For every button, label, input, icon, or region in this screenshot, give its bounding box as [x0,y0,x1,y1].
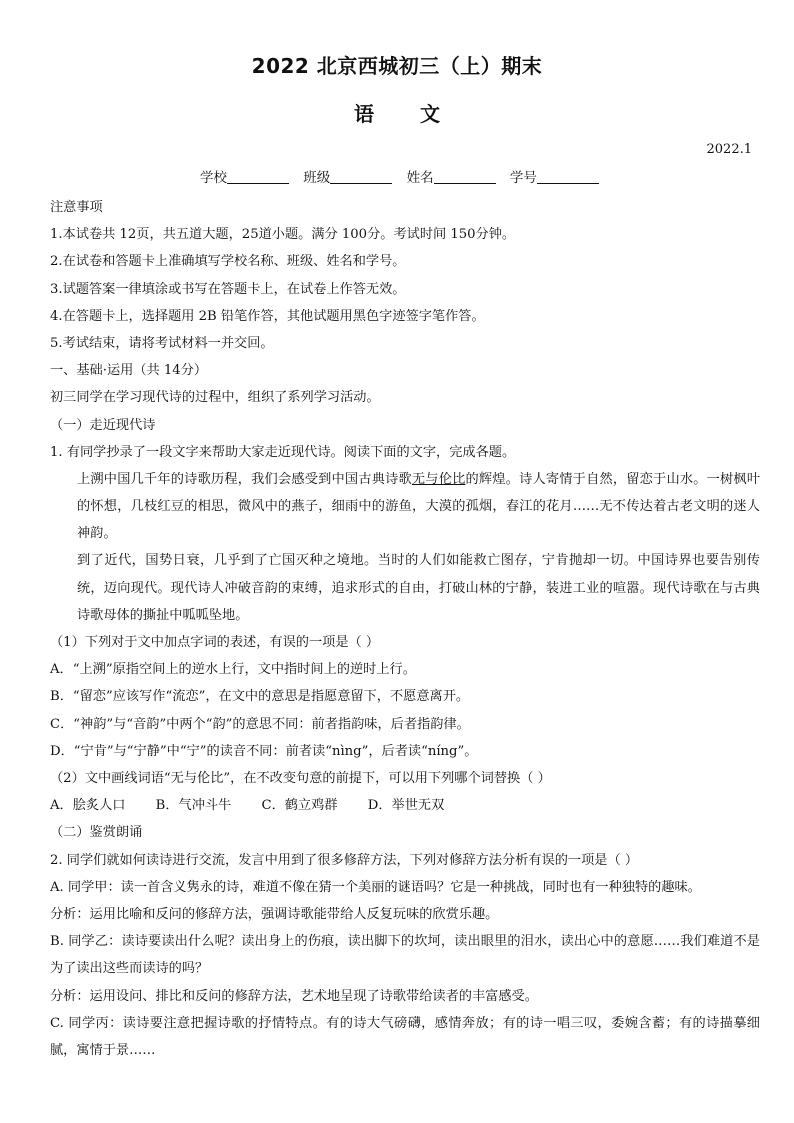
option-a: A．脍炙人口 [50,798,126,814]
notice-item: 1.本试卷共 12页，共五道大题，25道小题。满分 100分。考试时间 150分钟。 [50,227,516,243]
section-heading: 一、基础·运用（共 14分） [50,363,208,379]
notice-item: 2.在试卷和答题卡上准确填写学校名称、班级、姓名和学号。 [50,254,406,270]
section-intro: 初三同学在学习现代诗的过程中，组织了系列学习活动。 [50,390,380,406]
option-d: D．举世无双 [367,798,445,814]
option-b: B．气冲斗牛 [155,798,232,814]
option-b: B．“留恋”应该写作“流恋”，在文中的意思是指愿意留下，不愿意离开。 [50,689,470,705]
notice-item: 4.在答题卡上，选择题用 2B 铅笔作答，其他试题用黑色字迹签字笔作答。 [50,308,485,324]
option-a: A．“上溯”原指空间上的逆水上行，文中指时间上的逆时上行。 [50,662,416,678]
exam-date: 2022.1 [706,142,752,157]
sub-question-2-options [50,792,760,819]
question-2: 2. 同学们就如何读诗进行交流，发言中用到了很多修辞方法，下列对修辞方法分析有误的一项是（ ） [50,852,639,868]
school-blank[interactable] [227,170,289,184]
q2-option-c: C. 同学丙：读诗要注意把握诗歌的抒情特点。有的诗大气磅礴，感情奔放；有的诗一唱三叹，委婉含蓄；有的诗描摹细腻，寓情于景…… [50,1015,760,1058]
exam-title: 2022 北京西城初三（上）期末 [251,54,543,78]
name-blank[interactable] [434,170,496,184]
field-school: 学校 [200,166,289,186]
sub-question-2: （2）文中画线词语“无与伦比”，在不改变句意的前提下，可以用下列哪个词替换（ ） [50,771,551,787]
question-1: 1. 有同学抄录了一段文字来帮助大家走近现代诗。阅读下面的文字，完成各题。 [50,444,516,460]
notice-heading: 注意事项 [50,200,103,215]
option-c: C．鹤立鸡群 [261,798,338,814]
part-heading: （二）鉴赏朗诵 [50,825,143,841]
sub-question-1: （1）下列对于文中加点字词的表述，有误的一项是（ ） [50,635,380,651]
notice-item: 3.试题答案一律填涂或书写在答题卡上，在试卷上作答无效。 [50,281,406,297]
class-blank[interactable] [330,170,392,184]
q2-option-b-analysis: 分析：运用设问、排比和反问的修辞方法，艺术地呈现了诗歌带给读者的丰富感受。 [50,988,538,1004]
notice-item: 5.考试结束，请将考试材料一并交回。 [50,335,274,351]
exam-body [50,194,760,1064]
option-d: D．“宁肯”与“宁静”中“宁”的读音不同：前者读“nìng”，后者读“níng”。 [50,743,478,759]
field-student-id: 学号 [510,166,599,186]
q2-option-b: B. 同学乙：读诗要读出什么呢？读出身上的伤痕，读出脚下的坎坷，读出眼里的泪水，读出心中的意愿……我们难道不是为了读出这些而读诗的吗？ [50,934,760,977]
subject-title: 语文 [354,102,486,126]
student-id-blank[interactable] [537,170,599,184]
field-name: 姓名 [407,166,496,186]
q2-option-a-analysis: 分析：运用比喻和反问的修辞方法，强调诗歌能带给人反复玩味的欣赏乐趣。 [50,906,499,922]
passage-paragraph-1: 上溯中国几千年的诗歌历程，我们会感受到中国古典诗歌无与伦比的辉煌。诗人寄情于自然，留恋于山水。一树枫叶的怀想，几枝红豆的相思，微风中的燕子，细雨中的游鱼，大漠的孤烟，春江的花月……无不传达着古老文明的迷人神韵。 [77,471,761,542]
student-info-fields [200,166,609,186]
passage-paragraph-2: 到了近代，国势日衰，几乎到了亡国灭种之境地。当时的人们如能救亡图存，宁肯抛却一切。中国诗界也要告别传统，迈向现代。现代诗人冲破音韵的束缚，追求形式的自由，打破山林的宁静，装进工业的喧嚣。现代诗歌在与古典诗歌母体的撕扯中呱呱坠地。 [77,553,760,623]
underlined-phrase: 无与伦比 [411,471,466,487]
field-class: 班级 [303,166,392,186]
option-c: C．“神韵”与“音韵”中两个“韵”的意思不同：前者指韵味，后者指韵律。 [50,716,470,732]
q2-option-a: A. 同学甲：读一首含义隽永的诗，难道不像在猜一个美丽的谜语吗？它是一种挑战，同时也有一种独特的趣味。 [50,879,701,895]
part-heading: （一）走近现代诗 [50,417,156,433]
